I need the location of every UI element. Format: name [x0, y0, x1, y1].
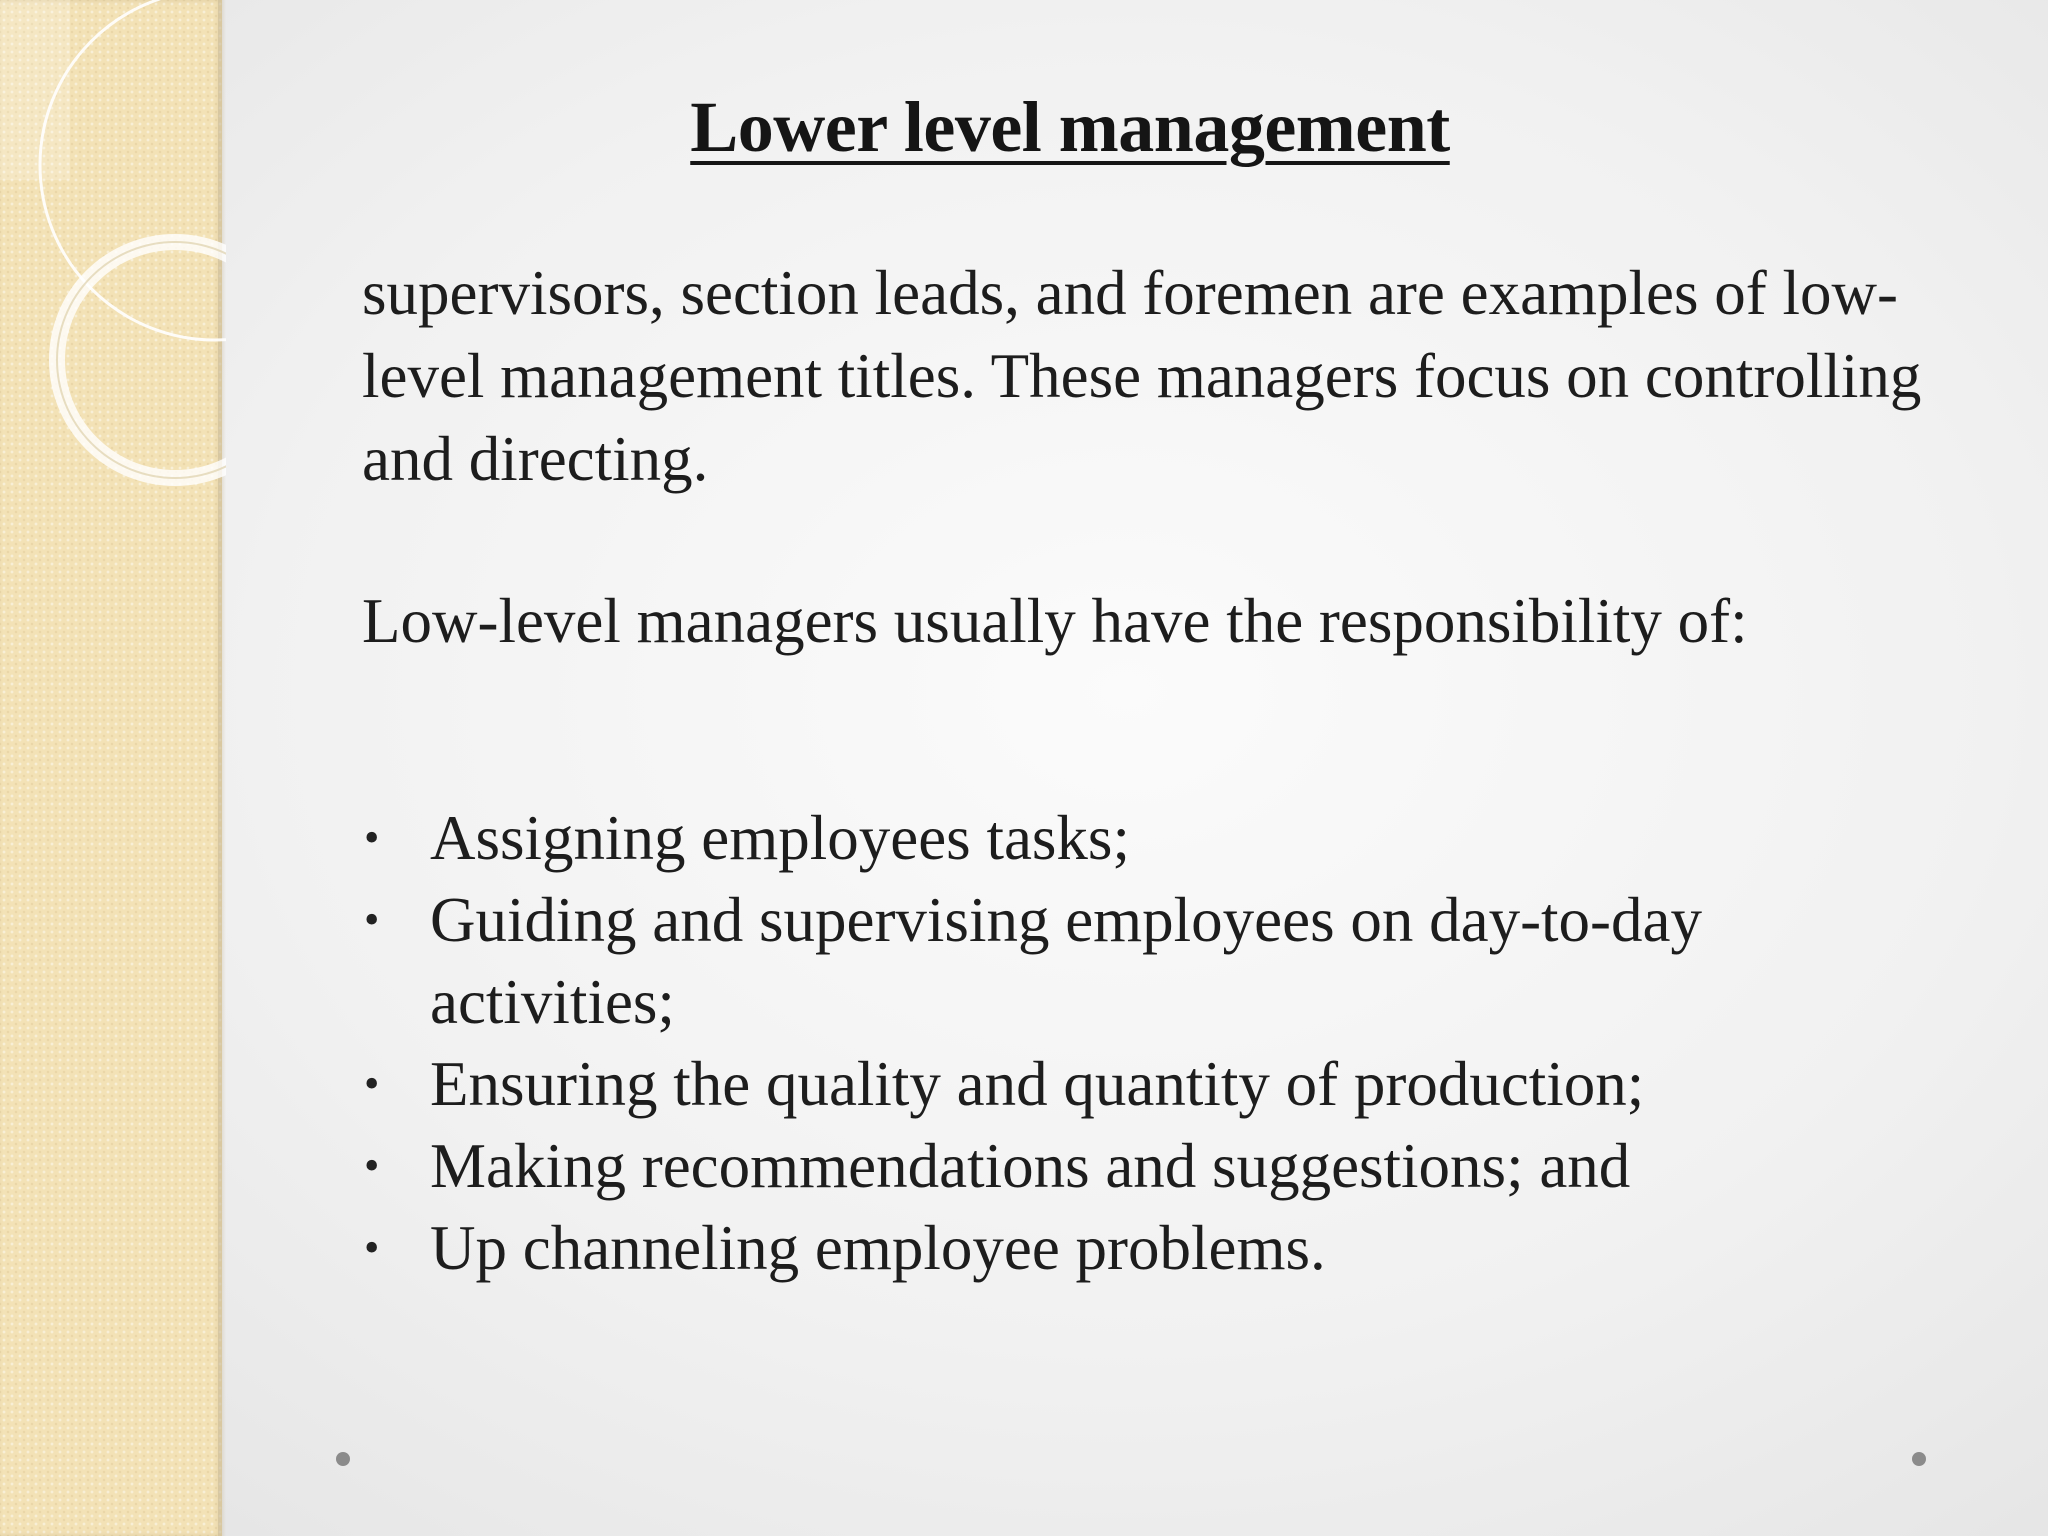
list-item	[362, 1125, 1842, 1207]
decorative-rings	[0, 0, 226, 520]
bullet-icon: •	[364, 813, 380, 862]
bullet-icon: •	[364, 1223, 380, 1272]
intro-paragraph: supervisors, section leads, and foremen are examples of low-level management titles. These managers focus on controlling and directing.	[362, 258, 1922, 494]
medium-ring	[57, 242, 226, 478]
responsibility-list	[362, 797, 1842, 1289]
footer-dot-icon-left	[336, 1452, 350, 1466]
footer-dot-icon-right	[1912, 1452, 1926, 1466]
light-panel	[0, 0, 70, 180]
list-item	[362, 1043, 1842, 1125]
bullet-icon: •	[364, 1141, 380, 1190]
list-item-text: Ensuring the quality and quantity of production;	[430, 1049, 1645, 1119]
bullet-icon: •	[364, 895, 380, 944]
list-item	[362, 797, 1842, 879]
list-item	[362, 879, 1842, 1043]
responsibility-lead: Low-level managers usually have the responsibility of:	[362, 586, 1748, 656]
slide-title: Lower level management	[690, 87, 1450, 167]
list-item	[362, 1207, 1842, 1289]
list-item-text: Up channeling employee problems.	[430, 1213, 1326, 1283]
list-item-text: Assigning employees tasks;	[430, 803, 1130, 873]
bullet-icon: •	[364, 1059, 380, 1108]
list-item-text: Guiding and supervising employees on day-to-day activities;	[430, 885, 1702, 1037]
list-item-text: Making recommendations and suggestions; and	[430, 1131, 1631, 1201]
rings-graphic	[0, 0, 226, 520]
